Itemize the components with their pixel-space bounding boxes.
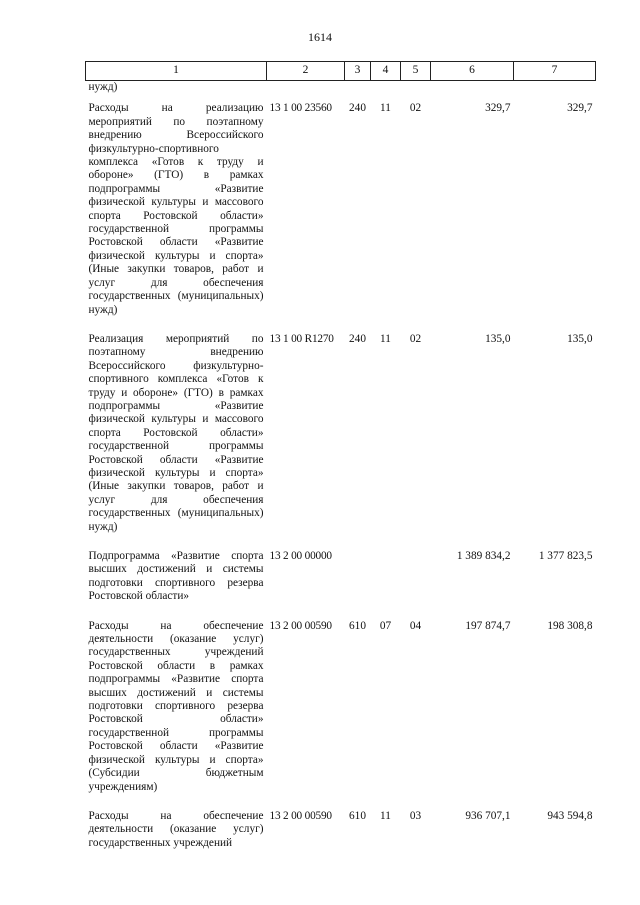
header-cell: 3 — [345, 62, 371, 81]
row-sum2: 943 594,8 — [547, 809, 593, 822]
row-pr: 02 — [409, 332, 422, 345]
row-code: 13 2 00 00590 — [269, 619, 332, 632]
header-cell: 5 — [401, 62, 431, 81]
header-cell: 2 — [267, 62, 345, 81]
row-vr: 610 — [349, 809, 366, 822]
header-cell: 6 — [431, 62, 514, 81]
row-sum1: 135,0 — [485, 332, 511, 345]
row-sum2: 1 377 823,5 — [538, 550, 593, 562]
row-vr — [345, 542, 371, 612]
row-vr: 240 — [349, 332, 366, 345]
row-name: Расходы на обеспечение деятельности (оказание услуг) государственных учреждений — [88, 809, 264, 849]
table-row — [86, 542, 596, 612]
row-pr: 02 — [409, 102, 422, 115]
row-rz — [371, 542, 401, 612]
row-name: Расходы на реализацию мероприятий по поэтапному внедрению Всероссийского физкультурно-спортивного комплекса «Готов к труду и обороне» (ГТО) в рамках подпрограммы «Развитие физической культуры и массового спорта Ростовской области» государственной программы Ростовской области «Развитие физической культуры и спорта» (Иные закупки товаров, работ и услуг для обеспечения государственных (муниципальных) нужд) — [88, 102, 264, 316]
table-row — [86, 325, 596, 542]
row-pr: 03 — [409, 809, 422, 822]
row-rz: 11 — [380, 332, 391, 345]
header-cell: 1 — [86, 62, 267, 81]
row-code: 13 2 00 00000 — [269, 550, 332, 562]
header-cell: 7 — [514, 62, 596, 81]
row-sum2: 135,0 — [567, 332, 593, 345]
row-sum1: 197 874,7 — [465, 619, 511, 632]
header-cell: 4 — [371, 62, 401, 81]
row-code: 13 2 00 00590 — [269, 809, 332, 822]
row-name: Расходы на обеспечение деятельности (оказание услуг) государственных учреждений Ростовской области в рамках подпрограммы «Развитие спорта высших достижений и системы подготовки спортивного резерва Ростовской области» государственной программы Ростовской области «Развитие физической культуры и спорта» (Субсидии бюджетным учреждениям) — [88, 619, 264, 793]
table-row — [86, 612, 596, 802]
continuation-row — [86, 81, 596, 95]
row-vr: 610 — [349, 619, 366, 632]
row-name: Реализация мероприятий по поэтапному внедрению Всероссийского физкультурно-спортивного комплекса «Готов к труду и обороне» (ГТО) в рамках подпрограммы «Развитие физической культуры и массового спорта Ростовской области» государственной программы Ростовской области «Развитие физической культуры и спорта» (Иные закупки товаров, работ и услуг для обеспечения государственных (муниципальных) нужд) — [88, 332, 264, 533]
row-code: 13 1 00 23560 — [269, 102, 332, 115]
row-sum1: 936 707,1 — [465, 809, 511, 822]
budget-table — [85, 61, 596, 858]
row-vr: 240 — [349, 102, 366, 115]
row-rz: 07 — [379, 619, 392, 632]
header-row — [86, 62, 596, 81]
page-number: 1614 — [308, 30, 332, 44]
row-rz: 11 — [380, 102, 391, 115]
row-sum1: 1 389 834,2 — [456, 550, 511, 562]
table-row — [86, 94, 596, 325]
row-sum2: 329,7 — [567, 102, 593, 115]
row-rz: 11 — [380, 809, 391, 822]
row-sum1: 329,7 — [485, 102, 511, 115]
row-name: Подпрограмма «Развитие спорта высших достижений и системы подготовки спортивного резерва Ростовской области» — [88, 550, 264, 603]
table-row — [86, 802, 596, 858]
row-sum2: 198 308,8 — [547, 619, 593, 632]
row-code: 13 1 00 R1270 — [269, 332, 334, 345]
continuation-text: нужд) — [88, 81, 118, 93]
row-pr: 04 — [409, 619, 422, 632]
row-pr — [401, 542, 431, 612]
